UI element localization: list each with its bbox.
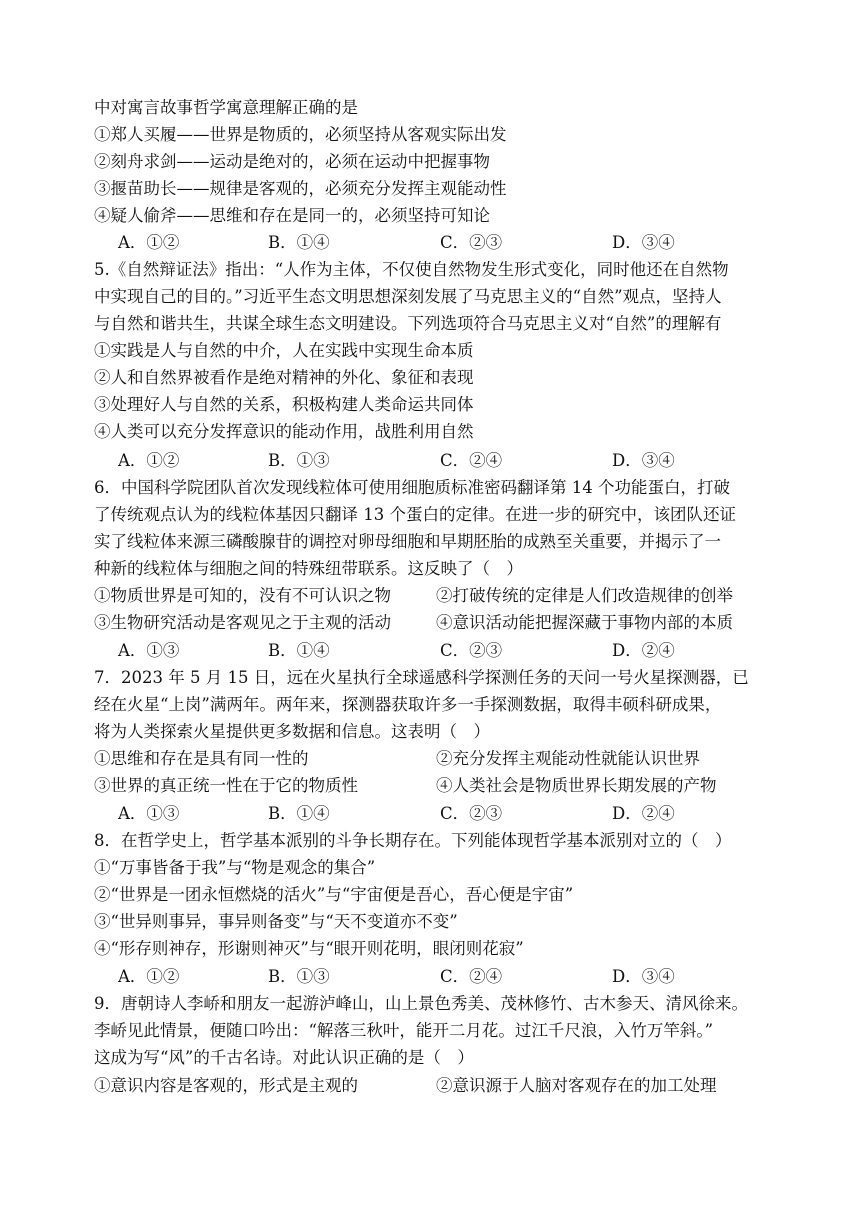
q8-stem: 8．在哲学史上，哲学基本派别的斗争长期存在。下列能体现哲学基本派别对立的（ ） (94, 831, 732, 850)
q7-statement-4: ④人类社会是物质世界长期发展的产物 (436, 776, 717, 795)
q4-statement-1: ①郑人买履——世界是物质的，必须坚持从客观实际出发 (94, 125, 507, 144)
q7-option-c: C．②③ (440, 804, 503, 823)
q8-option-b: B．①③ (268, 967, 330, 986)
q5-statement-2: ②人和自然界被看作是绝对精神的外化、象征和表现 (94, 368, 474, 387)
q7-statement-3: ③世界的真正统一性在于它的物质性 (94, 776, 358, 795)
q8-statement-1: ①“万事皆备于我”与“物是观念的集合” (94, 858, 376, 877)
q6-option-b: B．①④ (268, 641, 330, 660)
q4-option-c: C．②③ (440, 233, 503, 252)
q6-statement-3: ③生物研究活动是客观见之于主观的活动 (94, 613, 391, 632)
q9-statement-2: ②意识源于人脑对客观存在的加工处理 (436, 1076, 717, 1095)
q9-stem-line-3: 这成为写“风”的千古名诗。对此认识正确的是（ ） (94, 1048, 474, 1067)
q8-statement-3: ③“世异则事异，事异则备变”与“天不变道亦不变” (94, 912, 458, 931)
q5-statement-4: ④人类可以充分发挥意识的能动作用，战胜利用自然 (94, 422, 474, 441)
q6-option-a: A．①③ (118, 641, 180, 660)
q7-statement-2: ②充分发挥主观能动性就能认识世界 (436, 749, 700, 768)
q6-stem-line-2: 了传统观点认为的线粒体基因只翻译 13 个蛋白的定律。在进一步的研究中，该团队还证 (94, 505, 736, 524)
q8-statement-4: ④“形存则神存，形谢则神灭”与“眼开则花明，眼闭则花寂” (94, 939, 524, 958)
q8-option-c: C．②④ (440, 967, 503, 986)
q6-statement-1: ①物质世界是可知的，没有不可认识之物 (94, 586, 391, 605)
q4-option-b: B．①④ (268, 233, 330, 252)
q6-statement-2: ②打破传统的定律是人们改造规律的创举 (436, 586, 733, 605)
q5-option-a: A．①② (118, 451, 180, 470)
q4-statement-2: ②刻舟求剑——运动是绝对的，必须在运动中把握事物 (94, 152, 490, 171)
q7-statement-1: ①思维和存在是具有同一性的 (94, 749, 309, 768)
q9-stem-line-2: 李峤见此情景，便随口吟出：“解落三秋叶，能开二月花。过江千尺浪，入竹万竿斜。” (94, 1021, 714, 1040)
q5-statement-3: ③处理好人与自然的关系，积极构建人类命运共同体 (94, 395, 474, 414)
q4-option-a: A．①② (118, 233, 180, 252)
q4-stem-tail: 中对寓言故事哲学寓意理解正确的是 (94, 98, 358, 117)
q5-stem-line-3: 与自然和谐共生，共谋全球生态文明建设。下列选项符合马克思主义对“自然”的理解有 (94, 314, 722, 333)
q4-statement-4: ④疑人偷斧——思维和存在是同一的，必须坚持可知论 (94, 206, 490, 225)
q5-stem-line-2: 中实现自己的目的。”习近平生态文明思想深刻发展了马克思主义的“自然”观点，坚持人 (94, 287, 722, 306)
q7-option-a: A．①③ (118, 804, 180, 823)
q7-stem-line-3: 将为人类探索火星提供更多数据和信息。这表明（ ） (94, 722, 490, 741)
q9-statement-1: ①意识内容是客观的，形式是主观的 (94, 1076, 358, 1095)
q6-option-c: C．②③ (440, 641, 503, 660)
q6-stem-line-1: 6．中国科学院团队首次发现线粒体可使用细胞质标准密码翻译第 14 个功能蛋白，打破 (94, 478, 730, 497)
q4-option-d: D．③④ (612, 233, 675, 252)
q7-stem-line-2: 经在火星“上岗”满两年。两年来，探测器获取许多一手探测数据，取得丰硕科研成果， (94, 695, 722, 714)
q7-option-d: D．②④ (612, 804, 675, 823)
q7-stem-line-1: 7．2023 年 5 月 15 日，远在火星执行全球遥感科学探测任务的天问一号火星探测器，已 (94, 668, 749, 687)
q5-option-b: B．①③ (268, 451, 330, 470)
q7-option-b: B．①④ (268, 804, 330, 823)
q5-statement-1: ①实践是人与自然的中介，人在实践中实现生命本质 (94, 341, 474, 360)
q5-option-c: C．②④ (440, 451, 503, 470)
q6-option-d: D．②④ (612, 641, 675, 660)
q9-stem-line-1: 9．唐朝诗人李峤和朋友一起游泸峰山，山上景色秀美、茂林修竹、古木参天、清风徐来。 (94, 994, 748, 1013)
q8-statement-2: ②“世界是一团永恒燃烧的活火”与“宇宙便是吾心，吾心便是宇宙” (94, 885, 574, 904)
q6-statement-4: ④意识活动能把握深藏于事物内部的本质 (436, 613, 733, 632)
q6-stem-line-4: 种新的线粒体与细胞之间的特殊纽带联系。这反映了（ ） (94, 559, 523, 578)
q5-option-d: D．③④ (612, 451, 675, 470)
q5-stem-line-1: 5.《自然辩证法》指出：“人作为主体，不仅使自然物发生形式变化，同时他还在自然物 (94, 260, 729, 279)
q4-statement-3: ③揠苗助长——规律是客观的，必须充分发挥主观能动性 (94, 179, 507, 198)
q8-option-a: A．①② (118, 967, 180, 986)
q8-option-d: D．③④ (612, 967, 675, 986)
q6-stem-line-3: 实了线粒体来源三磷酸腺苷的调控对卵母细胞和早期胚胎的成熟至关重要，并揭示了一 (94, 532, 721, 551)
